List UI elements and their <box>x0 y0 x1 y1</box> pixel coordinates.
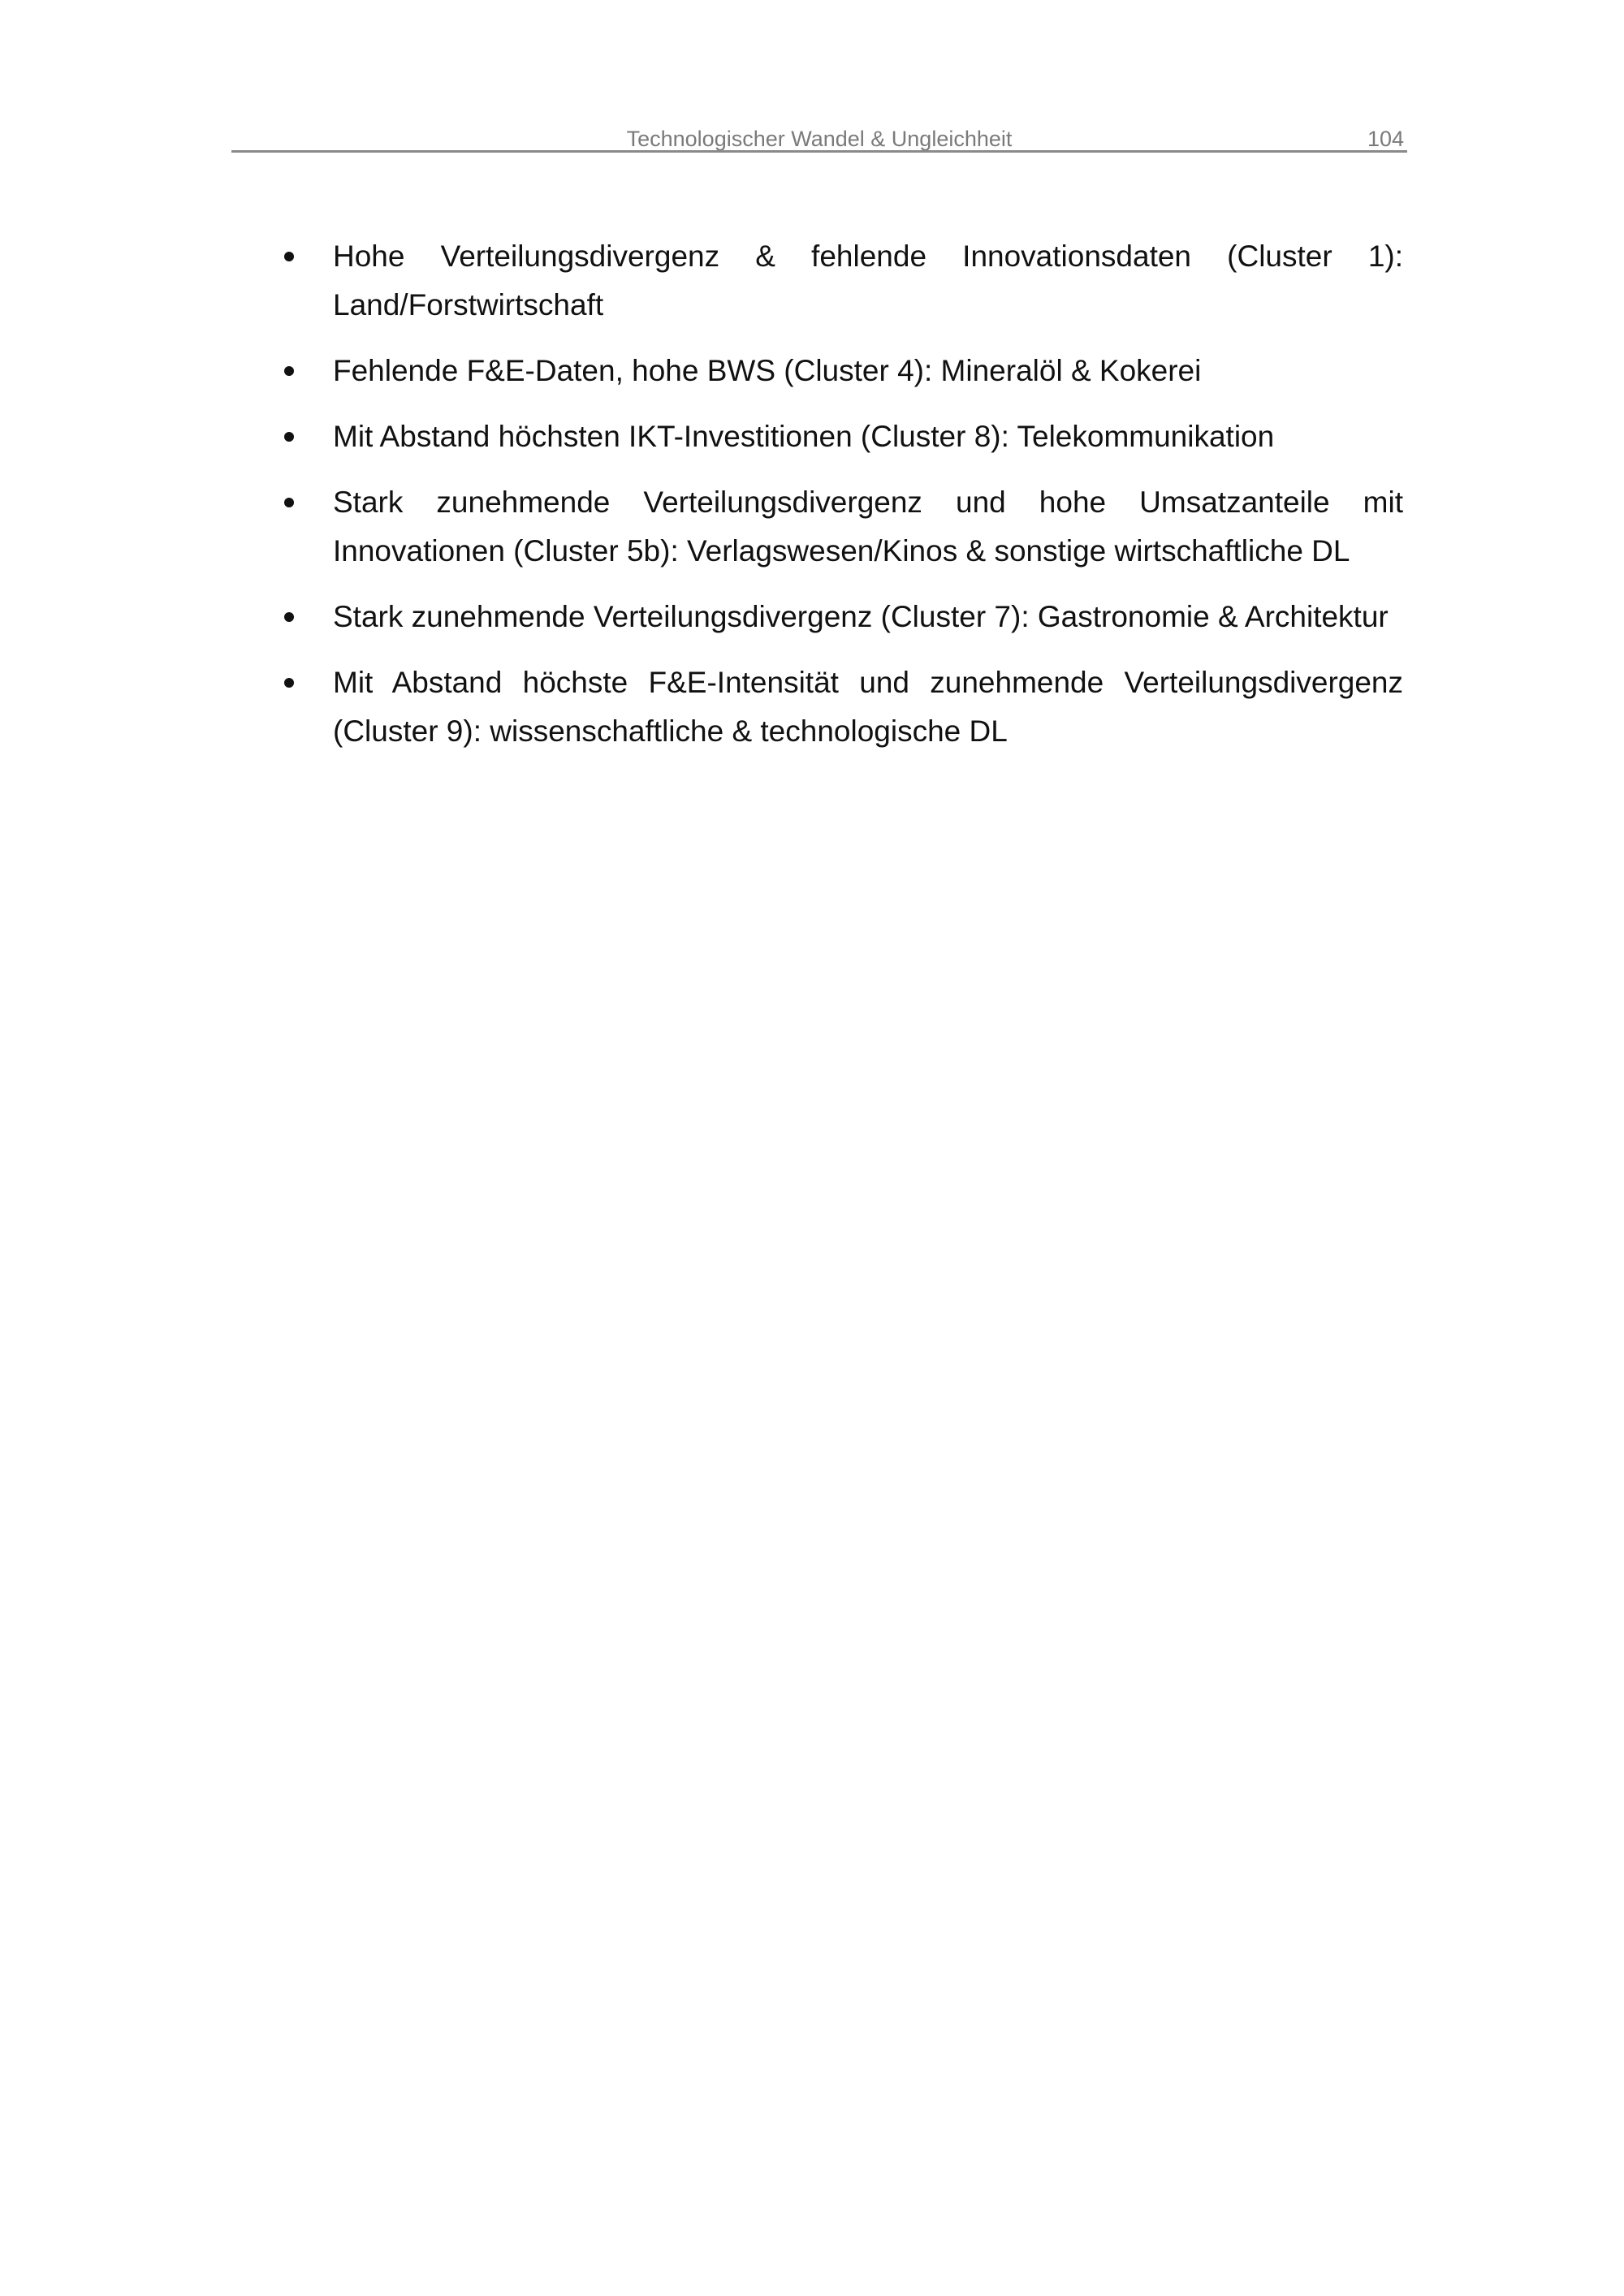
bullet-item <box>280 347 1403 395</box>
running-header-title: Technologischer Wandel & Ungleichheit <box>626 127 1013 151</box>
bullet-text: Mit Abstand höchsten IKT-Investitionen (Cluster 8): Telekommunikation <box>333 420 1275 453</box>
bullet-icon <box>284 366 294 376</box>
bullet-item <box>280 478 1403 576</box>
bullet-item <box>280 593 1403 641</box>
bullet-icon <box>284 612 294 622</box>
bullet-item <box>280 232 1403 330</box>
bullet-text: Fehlende F&E-Daten, hohe BWS (Cluster 4): Mineralöl & Kokerei <box>333 354 1202 387</box>
header-rule <box>231 150 1407 153</box>
bullet-icon <box>284 252 294 261</box>
bullet-item <box>280 412 1403 461</box>
bullet-text: Mit Abstand höchste F&E-Intensität und zunehmende Verteilungsdivergenz (Cluster 9): wissenschaftliche & technologische DL <box>333 666 1403 748</box>
bullet-icon <box>284 432 294 442</box>
bullet-icon <box>284 678 294 688</box>
page-number: 104 <box>1367 127 1404 151</box>
bullet-text: Stark zunehmende Verteilungsdivergenz und hohe Umsatzanteile mit Innovationen (Cluster 5b): Verlagswesen/Kinos & sonstige wirtschaftliche DL <box>333 486 1403 568</box>
running-header <box>231 122 1407 154</box>
bullet-text: Hohe Verteilungsdivergenz & fehlende Innovationsdaten (Cluster 1): Land/Forstwirtschaft <box>333 240 1403 322</box>
bullet-text: Stark zunehmende Verteilungsdivergenz (Cluster 7): Gastronomie & Architektur <box>333 600 1389 633</box>
bullet-list <box>280 232 1403 773</box>
bullet-item <box>280 658 1403 756</box>
bullet-icon <box>284 498 294 507</box>
